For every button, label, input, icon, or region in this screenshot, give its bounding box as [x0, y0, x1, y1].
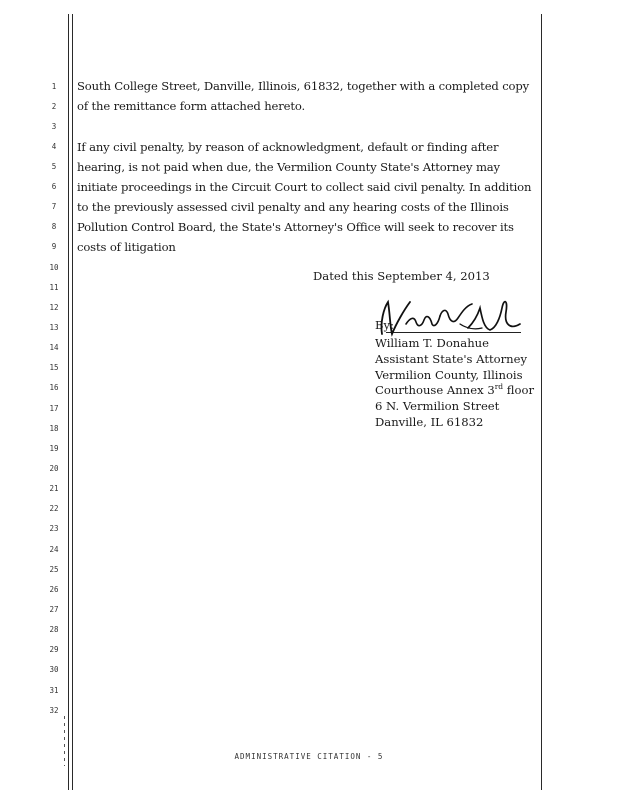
line-number: 28 — [49, 625, 59, 634]
line-number: 1 — [51, 82, 57, 91]
signer-city: Danville, IL 61832 — [375, 414, 484, 429]
line-number: 12 — [49, 303, 59, 312]
body-line: costs of litigation — [77, 240, 176, 254]
dated-line: Dated this September 4, 2013 — [313, 269, 490, 283]
by-label: By: — [375, 318, 394, 332]
body-paragraph-2 — [77, 137, 531, 257]
body-line: to the previously assessed civil penalty and any hearing costs of the Illinois — [77, 200, 509, 214]
line-number: 29 — [49, 645, 59, 654]
signer-title: Assistant State's Attorney — [375, 351, 528, 366]
body-line: South College Street, Danville, Illinois, 61832, together with a completed copy — [77, 79, 530, 93]
line-number: 9 — [51, 242, 57, 251]
line-number: 16 — [49, 383, 59, 392]
line-number: 22 — [49, 504, 59, 513]
line-number: 31 — [49, 686, 59, 695]
line-number: 11 — [49, 283, 59, 292]
signer-address: Courthouse Annex 3rd floor — [375, 382, 535, 398]
line-number: 30 — [49, 665, 59, 674]
body-line: Pollution Control Board, the State's Attorney's Office will seek to recover its — [77, 220, 514, 234]
line-number: 15 — [49, 363, 59, 372]
signature-block — [375, 336, 534, 431]
line-number: 26 — [49, 585, 59, 594]
left-margin-rule-inner — [72, 14, 73, 790]
line-number: 4 — [51, 142, 57, 151]
line-number: 27 — [49, 605, 59, 614]
left-margin-rule — [68, 14, 69, 790]
line-number: 17 — [49, 404, 59, 413]
line-number: 20 — [49, 464, 59, 473]
right-margin-rule — [541, 14, 542, 790]
body-line: initiate proceedings in the Circuit Court to collect said civil penalty. In addition — [77, 180, 532, 194]
line-number: 3 — [51, 122, 57, 131]
line-number: 25 — [49, 565, 59, 574]
body-line: If any civil penalty, by reason of acknowledgment, default or finding after — [77, 140, 499, 154]
line-number: 2 — [51, 102, 57, 111]
line-number: 7 — [51, 202, 57, 211]
body-line: of the remittance form attached hereto. — [77, 99, 306, 113]
line-number: 13 — [49, 323, 59, 332]
line-number: 8 — [51, 222, 57, 231]
page-footer: ADMINISTRATIVE CITATION - 5 — [234, 752, 384, 761]
line-number: 5 — [51, 162, 57, 171]
line-number: 18 — [49, 424, 59, 433]
line-number: 10 — [49, 263, 59, 272]
line-number: 23 — [49, 524, 59, 533]
body-paragraph-1 — [77, 76, 529, 116]
line-number: 14 — [49, 343, 59, 352]
line-number: 24 — [49, 545, 59, 554]
signer-street: 6 N. Vermilion Street — [375, 399, 500, 414]
line-number: 32 — [49, 706, 59, 715]
line-number: 19 — [49, 444, 59, 453]
line-number: 21 — [49, 484, 59, 493]
body-line: hearing, is not paid when due, the Vermilion County State's Attorney may — [77, 160, 500, 174]
line-number: 6 — [51, 182, 57, 191]
signer-name: William T. Donahue — [375, 336, 489, 350]
signer-county: Vermilion County, Illinois — [375, 367, 523, 382]
